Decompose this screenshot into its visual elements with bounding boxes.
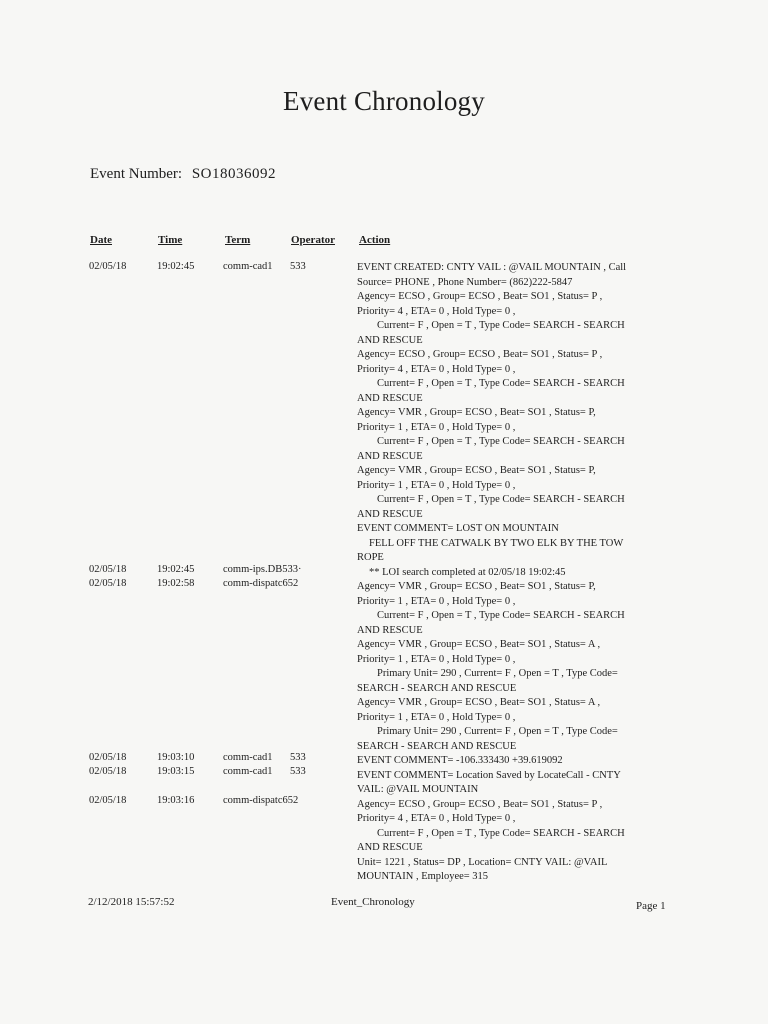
column-header-operator: Operator: [291, 234, 335, 246]
action-column: [357, 261, 677, 885]
action-line: Current= F , Open = T , Type Code= SEARCH - SEARCH: [377, 436, 625, 447]
entry-term: comm-dispatc652: [223, 795, 299, 806]
action-line: Agency= ECSO , Group= ECSO , Beat= SO1 , Status= P ,: [357, 291, 603, 302]
action-line: Current= F , Open = T , Type Code= SEARCH - SEARCH: [377, 827, 625, 839]
action-line: Agency= VMR , Group= ECSO , Beat= SO1 , Status= P,: [357, 465, 596, 476]
action-line: AND RESCUE: [357, 508, 423, 520]
action-line: Primary Unit= 290 , Current= F , Open = T , Type Code=: [377, 668, 618, 679]
action-line: AND RESCUE: [357, 450, 423, 462]
entry-term: comm-ips.DB533·: [223, 564, 302, 575]
action-line: VAIL: @VAIL MOUNTAIN: [357, 784, 479, 795]
action-line: Agency= ECSO , Group= ECSO , Beat= SO1 , Status= P ,: [357, 349, 603, 360]
action-line: Priority= 4 , ETA= 0 , Hold Type= 0 ,: [357, 305, 516, 317]
entry-term: comm-cad1: [223, 752, 273, 763]
action-line: FELL OFF THE CATWALK BY TWO ELK BY THE TOW: [369, 537, 624, 549]
entry-date: 02/05/18: [89, 752, 127, 763]
action-line: Current= F , Open = T , Type Code= SEARCH - SEARCH: [377, 378, 625, 389]
entry-time: 19:03:15: [157, 766, 195, 777]
action-line: Current= F , Open = T , Type Code= SEARCH - SEARCH: [377, 494, 625, 505]
entry-date: 02/05/18: [89, 795, 127, 806]
action-line: Priority= 4 , ETA= 0 , Hold Type= 0 ,: [357, 363, 516, 375]
page-title: Event Chronology: [283, 86, 485, 116]
entry-date: 02/05/18: [89, 261, 127, 272]
action-line: Priority= 1 , ETA= 0 , Hold Type= 0 ,: [357, 711, 516, 723]
action-line: Priority= 1 , ETA= 0 , Hold Type= 0 ,: [357, 653, 516, 665]
column-header-time: Time: [158, 234, 183, 246]
action-line: SEARCH - SEARCH AND RESCUE: [357, 740, 517, 752]
event-number: [90, 166, 276, 183]
entry-time: 19:03:10: [157, 752, 195, 763]
entry-date: 02/05/18: [89, 766, 127, 777]
entry-operator: 533: [290, 752, 306, 763]
action-line: Primary Unit= 290 , Current= F , Open = T , Type Code=: [377, 726, 618, 737]
action-line: Priority= 1 , ETA= 0 , Hold Type= 0 ,: [357, 479, 516, 491]
action-line: ** LOI search completed at 02/05/18 19:02:45: [369, 566, 566, 578]
action-line: MOUNTAIN , Employee= 315: [357, 871, 489, 882]
action-line: Priority= 1 , ETA= 0 , Hold Type= 0 ,: [357, 595, 516, 607]
entry-time: 19:02:58: [157, 578, 195, 589]
event-number-value: SO18036092: [191, 166, 276, 182]
action-line: AND RESCUE: [357, 842, 423, 853]
action-line: Agency= VMR , Group= ECSO , Beat= SO1 , Status= P,: [357, 407, 596, 418]
entry-time: 19:02:45: [157, 261, 195, 272]
action-line: AND RESCUE: [357, 624, 423, 636]
action-line: EVENT COMMENT= Location Saved by LocateCall - CNTY: [357, 769, 621, 781]
action-line: AND RESCUE: [357, 392, 423, 404]
entry-time: 19:03:16: [157, 795, 195, 806]
footer-report-name: Event_Chronology: [331, 896, 415, 908]
action-line: Agency= VMR , Group= ECSO , Beat= SO1 , Status= A ,: [357, 697, 601, 708]
footer-page-number: Page 1: [636, 900, 666, 912]
action-line: Source= PHONE , Phone Number= (862)222-5847: [357, 276, 573, 288]
action-line: Agency= ECSO , Group= ECSO , Beat= SO1 , Status= P ,: [357, 798, 603, 810]
action-line: SEARCH - SEARCH AND RESCUE: [357, 682, 517, 694]
action-line: EVENT CREATED: CNTY VAIL : @VAIL MOUNTAIN , Call: [357, 262, 627, 273]
footer-print-timestamp: 2/12/2018 15:57:52: [88, 896, 175, 908]
entry-term: comm-cad1: [223, 766, 273, 777]
entry-operator: 533: [290, 261, 306, 272]
action-line: Agency= VMR , Group= ECSO , Beat= SO1 , Status= P,: [357, 581, 596, 592]
column-header-action: Action: [359, 234, 391, 246]
column-header-date: Date: [90, 234, 112, 246]
action-line: Priority= 4 , ETA= 0 , Hold Type= 0 ,: [357, 813, 516, 824]
action-line: EVENT COMMENT= LOST ON MOUNTAIN: [357, 523, 559, 534]
entry-date: 02/05/18: [89, 578, 127, 589]
action-line: Current= F , Open = T , Type Code= SEARCH - SEARCH: [377, 610, 625, 621]
entry-term: comm-cad1: [223, 261, 273, 272]
entry-time: 19:02:45: [157, 564, 195, 575]
entry-date: 02/05/18: [89, 564, 127, 575]
action-line: ROPE: [357, 552, 384, 563]
action-line: EVENT COMMENT= -106.333430 +39.619092: [357, 755, 563, 766]
entry-operator: 533: [290, 766, 306, 777]
action-line: Agency= VMR , Group= ECSO , Beat= SO1 , Status= A ,: [357, 639, 601, 650]
action-line: Current= F , Open = T , Type Code= SEARCH - SEARCH: [377, 320, 625, 331]
action-line: Priority= 1 , ETA= 0 , Hold Type= 0 ,: [357, 421, 516, 433]
action-line: AND RESCUE: [357, 334, 423, 346]
column-header-term: Term: [225, 234, 251, 246]
event-number-label: Event Number:: [90, 166, 183, 182]
entry-term: comm-dispatc652: [223, 578, 299, 589]
action-line: Unit= 1221 , Status= DP , Location= CNTY VAIL: @VAIL: [357, 856, 608, 868]
